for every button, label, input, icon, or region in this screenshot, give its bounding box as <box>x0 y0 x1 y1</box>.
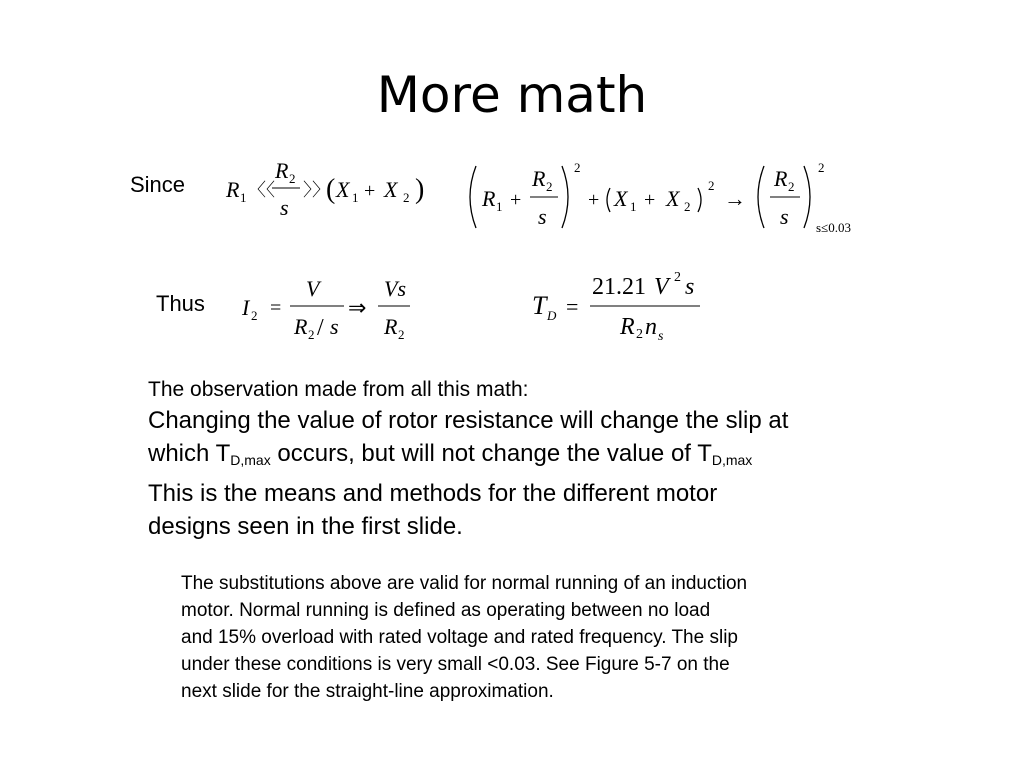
denominator-n-subscript: s <box>658 329 664 344</box>
x1-subscript: 1 <box>352 190 359 205</box>
substitution-note <box>181 570 881 705</box>
big-left-paren-2 <box>758 166 764 228</box>
big-right-paren <box>562 166 568 228</box>
x2-subscript: 2 <box>403 190 410 205</box>
denominator-r-subscript: 2 <box>636 327 643 342</box>
td-subscript: D <box>547 308 557 323</box>
frac-numerator-r: R <box>532 166 546 191</box>
denominator-r: R <box>620 314 635 340</box>
square-exponent-1: 2 <box>574 160 581 175</box>
frac-numerator-subscript: 2 <box>546 179 553 194</box>
r1-subscript: 1 <box>496 199 503 214</box>
frac2-numerator-subscript: 2 <box>788 179 795 194</box>
observation-block <box>148 376 948 543</box>
numerator-constant: 21.21 <box>592 274 646 300</box>
left-paren: ( <box>326 174 336 205</box>
plus-sign-2: + <box>588 189 600 211</box>
plus-sign-3: + <box>644 189 656 211</box>
square-exponent-2: 2 <box>708 178 715 193</box>
note-line: and 15% overload with rated voltage and rated frequency. The slip <box>181 627 738 648</box>
square-exponent-3: 2 <box>818 160 825 175</box>
td-max-subscript-1: D,max <box>230 452 271 468</box>
rotor-current-formula <box>238 272 418 348</box>
torque-formula <box>530 264 710 348</box>
denominator-n: n <box>645 314 657 340</box>
left-paren <box>607 188 610 212</box>
r1-symbol: R <box>226 177 240 202</box>
plus-sign: + <box>510 189 522 211</box>
x1-symbol: X <box>336 177 350 202</box>
much-greater-symbol: 〉〉 <box>303 180 330 200</box>
x1-symbol: X <box>614 186 628 211</box>
equals-sign: = <box>270 297 282 319</box>
denominator2-r: R <box>384 314 398 339</box>
i2-subscript: 2 <box>251 308 258 323</box>
denominator-s: s <box>330 314 339 339</box>
observation-line-2b: occurs, but will not change the value of T <box>270 440 712 467</box>
denominator-r: R <box>294 314 308 339</box>
r1-subscript: 1 <box>240 190 247 205</box>
since-inequality-formula <box>222 152 432 222</box>
numerator-v: V <box>306 276 320 301</box>
slash: / <box>317 315 324 341</box>
denominator-r-subscript: 2 <box>308 327 315 342</box>
note-line: motor. Normal running is defined as operating between no load <box>181 600 711 621</box>
note-line: The substitutions above are valid for normal running of an induction <box>181 573 748 594</box>
denominator2-r-subscript: 2 <box>398 327 405 342</box>
frac2-numerator-r: R <box>774 166 788 191</box>
observation-line-1: Changing the value of rotor resistance will change the slip at <box>148 407 789 434</box>
equals-sign: = <box>566 294 579 319</box>
implies-symbol: ⇒ <box>348 295 367 320</box>
thus-label: Thus <box>156 291 205 316</box>
x1-subscript: 1 <box>630 199 637 214</box>
td-max-subscript-2: D,max <box>711 452 753 468</box>
frac-numerator-r: R <box>275 158 289 183</box>
numerator-v: V <box>654 274 669 300</box>
plus-sign: + <box>364 180 376 202</box>
numerator-vs: Vs <box>384 276 406 301</box>
observation-intro: The observation made from all this math: <box>148 378 529 401</box>
since-approximation-formula <box>462 152 872 238</box>
frac2-denominator-s: s <box>780 204 789 229</box>
x2-subscript: 2 <box>684 199 691 214</box>
observation-line-2a: which T <box>148 440 231 467</box>
frac-denominator-s: s <box>280 195 289 220</box>
note-line: next slide for the straight-line approximation. <box>181 681 554 702</box>
right-paren: ) <box>415 174 425 205</box>
observation-line-2 <box>148 437 948 477</box>
i2-symbol: I <box>242 295 250 320</box>
frac-numerator-subscript: 2 <box>289 171 296 186</box>
arrow-symbol: → <box>724 186 746 211</box>
slide-title: More math <box>376 66 648 124</box>
big-right-paren-2 <box>804 166 810 228</box>
slip-limit: s≤0.03 <box>816 220 851 235</box>
x2-symbol: X <box>384 177 398 202</box>
frac-denominator-s: s <box>538 204 547 229</box>
x2-symbol: X <box>666 186 680 211</box>
note-line: under these conditions is very small <0.03. See Figure 5-7 on the <box>181 654 730 675</box>
observation-line-4: designs seen in the first slide. <box>148 513 463 540</box>
much-less-symbol: 〈〈 <box>248 180 275 200</box>
observation-line-3: This is the means and methods for the different motor <box>148 480 718 507</box>
numerator-exponent: 2 <box>674 270 681 285</box>
since-label: Since <box>130 172 186 197</box>
td-symbol: T <box>532 291 547 320</box>
numerator-s: s <box>685 274 695 300</box>
big-left-paren <box>470 166 476 228</box>
right-paren <box>698 188 701 212</box>
r1-symbol: R <box>482 186 496 211</box>
